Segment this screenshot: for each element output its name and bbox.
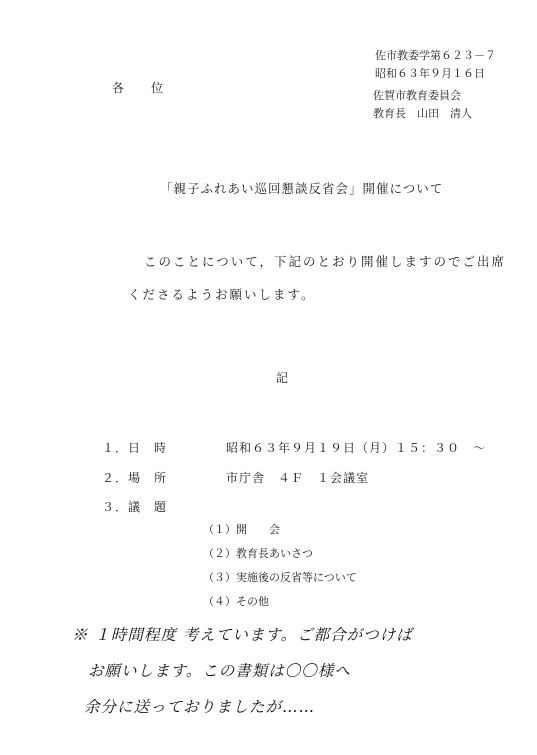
doc-number: 佐市教委学第６２３－７ xyxy=(375,49,496,62)
item-value: 昭和６３年９月１９日（月）１５：３０ ～ xyxy=(226,441,487,455)
body-line-1: このことについて，下記のとおり開催しますのでご出席 xyxy=(144,254,507,269)
issuer-person: 教育長 山田 清人 xyxy=(373,107,472,120)
item-number: ３． xyxy=(102,500,129,514)
agenda-item: （４）その他 xyxy=(203,595,269,608)
document-title: 「親子ふれあい巡回懇談反省会」開催について xyxy=(160,181,444,196)
agenda-item: （１）開 会 xyxy=(203,523,280,536)
item-number: ２． xyxy=(102,471,129,485)
item-value: 市庁舎 ４Ｆ １会議室 xyxy=(226,471,370,485)
item-label: 場 所 xyxy=(128,471,168,485)
body-line-2: くださるようお願いします。 xyxy=(128,287,316,302)
item-2 xyxy=(102,472,369,484)
item-label: 日 時 xyxy=(128,441,168,455)
handwritten-line-3: 余分に送っておりましたが…… xyxy=(84,698,316,716)
doc-date: 昭和６３年９月１６日 xyxy=(375,67,485,80)
recipient: 各 位 xyxy=(112,81,165,95)
item-number: １． xyxy=(102,441,129,455)
item-label: 議 題 xyxy=(128,500,168,514)
ki-heading: 記 xyxy=(276,371,290,385)
handwritten-line-1: ※ １時間程度 考えています。ご都合がつけば xyxy=(72,626,413,644)
agenda-item: （３）実施後の反省等について xyxy=(203,571,357,584)
item-1 xyxy=(102,442,486,454)
handwritten-line-2: お願いします。この書類は〇〇様へ xyxy=(88,662,351,680)
issuer-organization: 佐賀市教育委員会 xyxy=(373,89,461,102)
item-3 xyxy=(102,501,167,513)
agenda-item: （２）教育長あいさつ xyxy=(203,547,313,560)
